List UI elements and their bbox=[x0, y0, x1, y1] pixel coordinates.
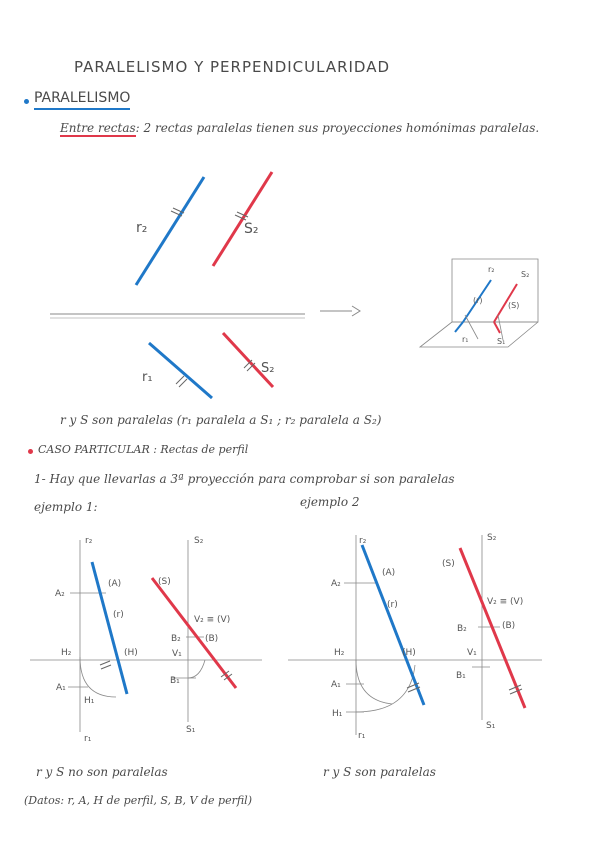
ex2-B1: B₁ bbox=[456, 671, 466, 681]
arrow-icon bbox=[352, 306, 360, 316]
ex1-H1: H₁ bbox=[84, 696, 95, 706]
ex1-s2: S₂ bbox=[194, 536, 204, 546]
ex2-B: (B) bbox=[502, 621, 516, 631]
data-note: (Datos: r, A, H de perfil, S, B, V de perfil) bbox=[24, 794, 252, 807]
label-s2: S₂ bbox=[244, 221, 259, 237]
label-s1: S₂ bbox=[261, 361, 275, 376]
ex2-S: (S) bbox=[442, 559, 455, 569]
page-title: PARALELISMO Y PERPENDICULARIDAD bbox=[74, 58, 391, 76]
definition-label: Entre rectas bbox=[60, 121, 136, 135]
ex2-H1: H₁ bbox=[332, 709, 343, 719]
ex2-A1: A₁ bbox=[331, 680, 341, 690]
parallel-statement: r y S son paralelas (r₁ paralela a S₁ ; r₂ paralela a S₂) bbox=[60, 413, 382, 427]
tick-marks bbox=[171, 208, 255, 387]
line-s bbox=[460, 548, 525, 708]
ex1-B: (B) bbox=[205, 634, 219, 644]
line-r1 bbox=[149, 343, 212, 398]
ex2-B2: B₂ bbox=[457, 624, 467, 634]
ex2-r1: r₁ bbox=[358, 731, 366, 741]
ex2-V1: V₁ bbox=[467, 648, 477, 658]
ex1-r: (r) bbox=[113, 610, 124, 620]
ex2-r: (r) bbox=[387, 600, 398, 610]
ex2-A: (A) bbox=[382, 568, 396, 578]
example-1-figure bbox=[30, 540, 262, 732]
ex2-H: (H) bbox=[402, 648, 416, 658]
step-text: 1- Hay que llevarlas a 3ª proyección para comprobar si son paralelas bbox=[34, 472, 455, 486]
ex1-A2: A₂ bbox=[55, 589, 65, 599]
line-s1 bbox=[223, 333, 273, 387]
special-case: CASO PARTICULAR : Rectas de perfil bbox=[38, 443, 249, 456]
ex1-H2: H₂ bbox=[61, 648, 72, 658]
label-3d-r1: r₁ bbox=[462, 335, 469, 344]
ex1-r1: r₁ bbox=[84, 734, 92, 744]
ex1-A1: A₁ bbox=[56, 683, 66, 693]
example2-heading: ejemplo 2 bbox=[300, 495, 360, 509]
label-3d-s: (S) bbox=[508, 301, 520, 310]
ex2-A2: A₂ bbox=[331, 579, 341, 589]
line-s bbox=[152, 578, 236, 688]
ex1-B1: B₁ bbox=[170, 676, 180, 686]
ex1-r2: r₂ bbox=[85, 536, 93, 546]
label-3d-r: (r) bbox=[473, 296, 483, 305]
label-3d-s2: S₂ bbox=[521, 270, 530, 279]
ex2-H2: H₂ bbox=[334, 648, 345, 658]
ex1-s1: S₁ bbox=[186, 725, 196, 735]
line-s2 bbox=[213, 172, 272, 266]
ex1-A: (A) bbox=[108, 579, 122, 589]
label-r2: r₂ bbox=[136, 220, 148, 236]
label-3d-r2: r₂ bbox=[488, 265, 495, 274]
ex2-s2: S₂ bbox=[487, 533, 497, 543]
ex2-s1: S₁ bbox=[486, 721, 496, 731]
example-2-figure bbox=[288, 535, 542, 735]
label-r1: r₁ bbox=[142, 370, 153, 385]
ex2-V2: V₂ ≡ (V) bbox=[487, 597, 524, 607]
example1-heading: ejemplo 1: bbox=[34, 500, 98, 514]
ex1-V1: V₁ bbox=[172, 649, 182, 659]
ex1-V2: V₂ ≡ (V) bbox=[194, 615, 231, 625]
ex1-H: (H) bbox=[124, 648, 138, 658]
section-heading: PARALELISMO bbox=[34, 90, 130, 110]
example1-result: r y S no son paralelas bbox=[36, 765, 168, 779]
diagram-1 bbox=[50, 172, 360, 398]
ex2-r2: r₂ bbox=[359, 536, 367, 546]
example2-result: r y S son paralelas bbox=[323, 765, 436, 779]
label-3d-s1: S₁ bbox=[497, 337, 506, 346]
ex1-S: (S) bbox=[158, 577, 171, 587]
definition-text: : 2 rectas paralelas tienen sus proyecciones homónimas paralelas. bbox=[135, 121, 540, 135]
ex1-B2: B₂ bbox=[171, 634, 181, 644]
